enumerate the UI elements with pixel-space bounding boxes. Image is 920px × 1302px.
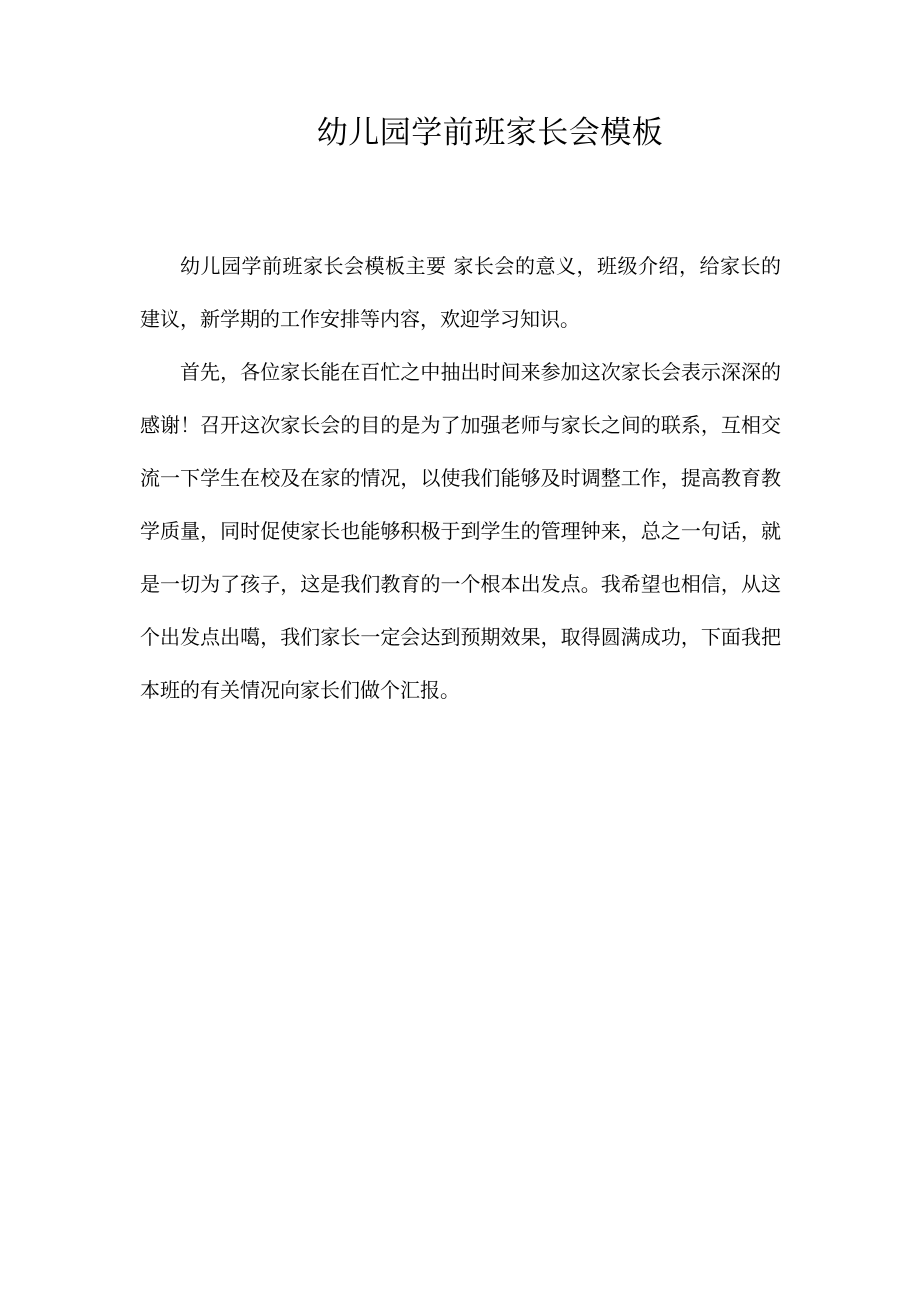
document-title: 幼儿园学前班家长会模板 <box>316 115 664 151</box>
document-body <box>140 240 781 717</box>
paragraph-intro: 幼儿园学前班家长会模板主要 家长会的意义，班级介绍，给家长的建议，新学期的工作安排等内容，欢迎学习知识。 <box>140 254 781 331</box>
paragraph-opening-remarks: 首先，各位家长能在百忙之中抽出时间来参加这次家长会表示深深的感谢！召开这次家长会的目的是为了加强老师与家长之间的联系，互相交流一下学生在校及在家的情况，以使我们能够及时调整工作，提高教育教学质量，同时促使家长也能够积极于到学生的管理钟来，总之一句话，就是一切为了孩子，这是我们教育的一个根本出发点。我希望也相信，从这个出发点出噶，我们家长一定会达到预期效果，取得圆满成功，下面我把本班的有关情况向家长们做个汇报。 <box>140 360 781 702</box>
